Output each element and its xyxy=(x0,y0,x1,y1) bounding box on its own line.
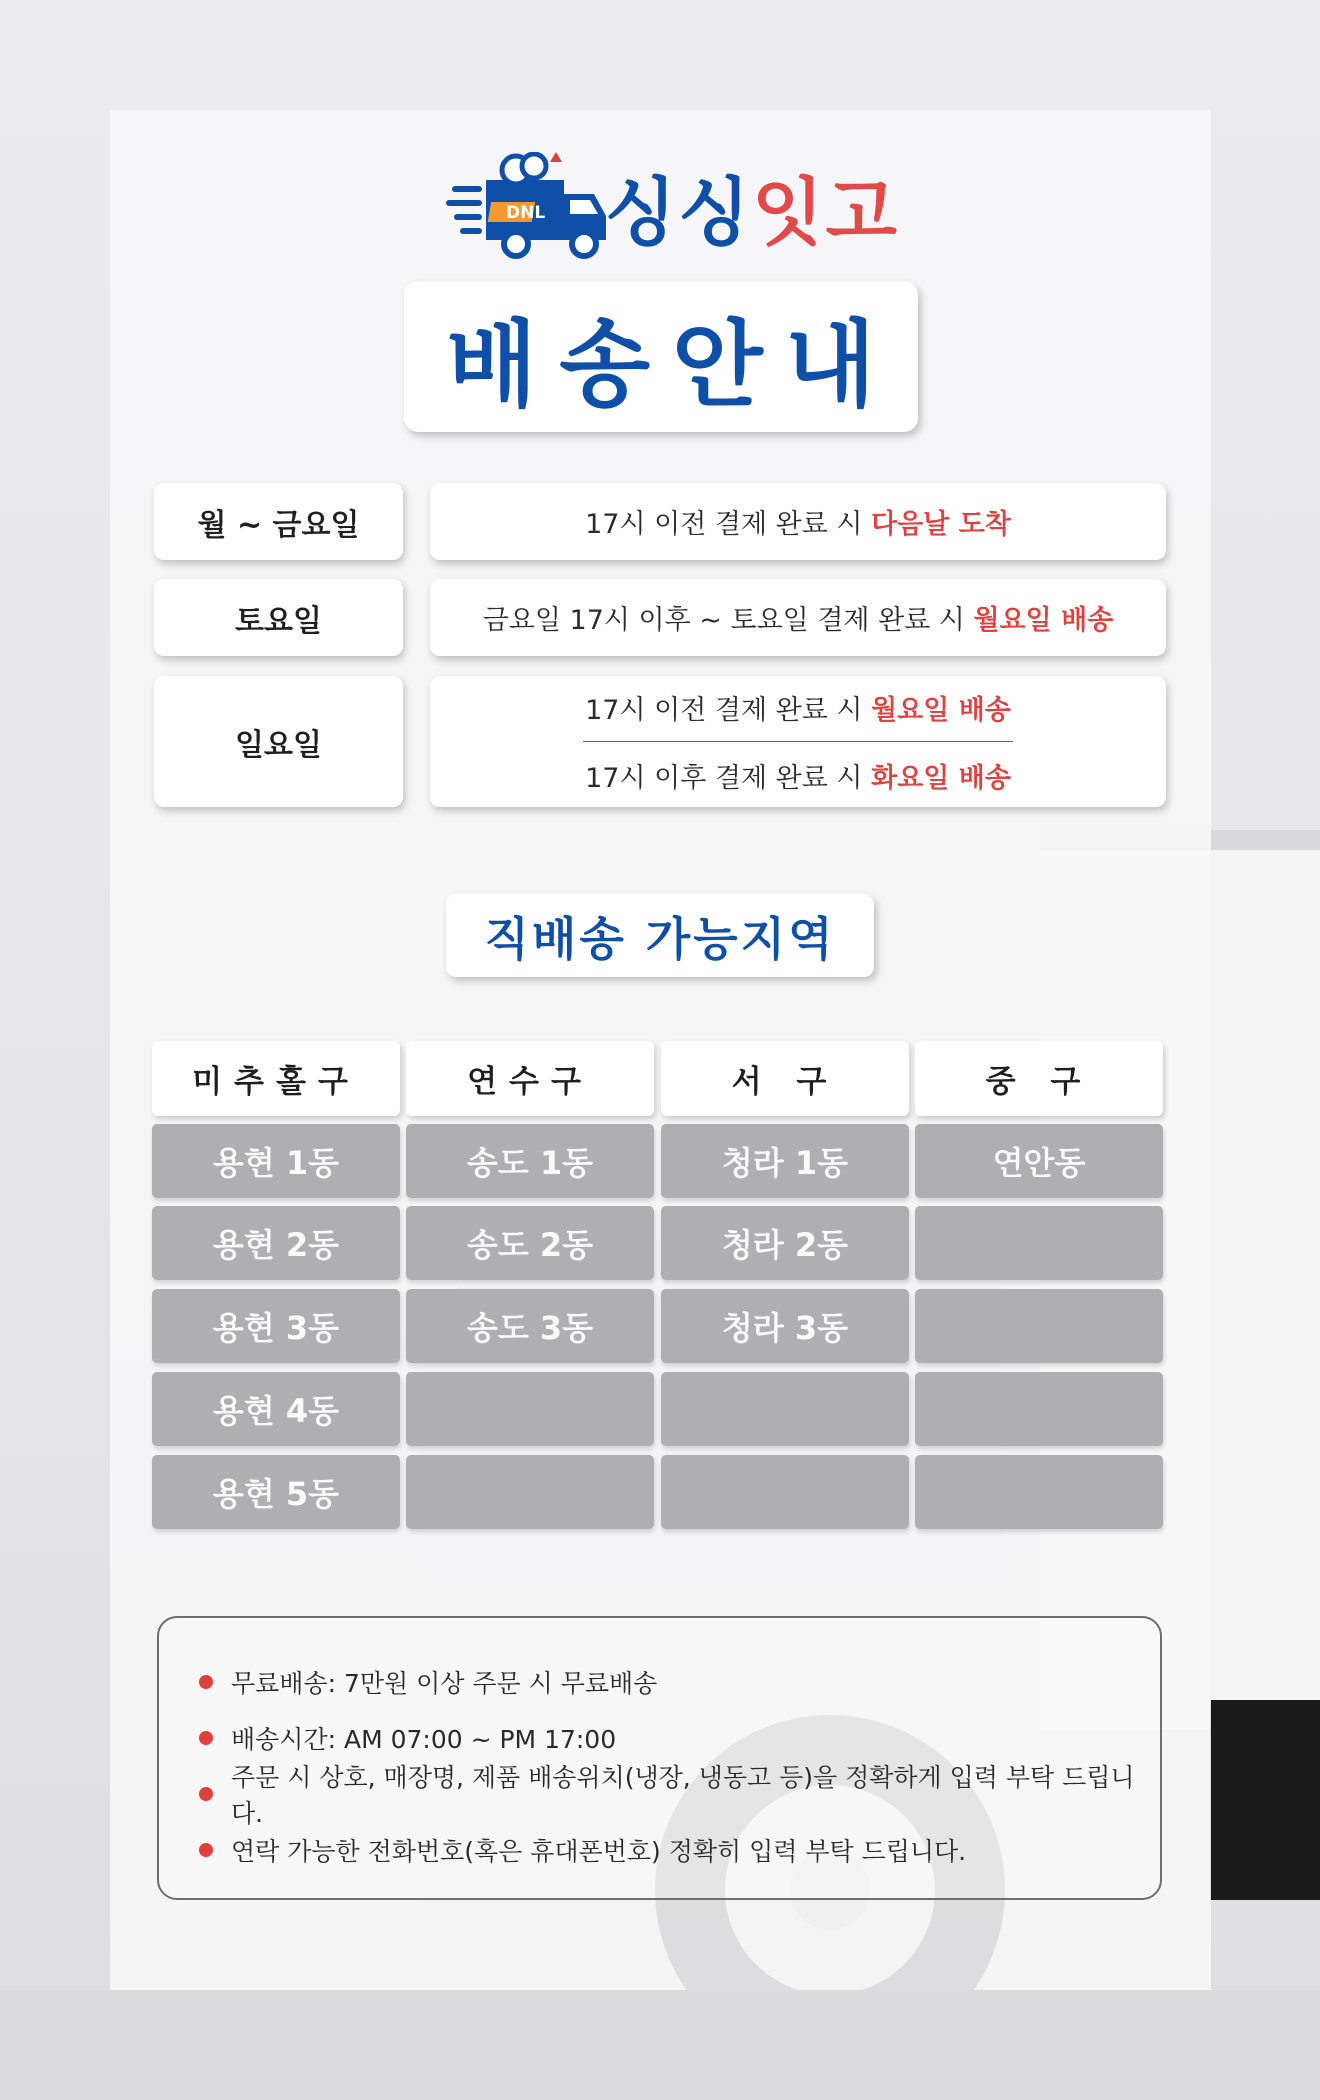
note-item xyxy=(199,1654,1160,1710)
svg-text:DNL: DNL xyxy=(506,203,546,223)
bullet-dot-icon xyxy=(199,1843,213,1857)
region-cell xyxy=(915,1455,1163,1529)
note-item xyxy=(199,1763,1160,1828)
page-title: 배송안내 xyxy=(446,311,898,420)
region-cell xyxy=(915,1206,1163,1280)
schedule-line-highlight: 월요일 배송 xyxy=(973,605,1114,636)
brand-name-part1: 싱싱 xyxy=(605,170,752,256)
schedule-line xyxy=(585,502,1011,541)
note-text: 무료배송: 7만원 이상 주문 시 무료배송 xyxy=(231,1669,658,1698)
schedule-day-sunday xyxy=(154,676,403,807)
schedule-line-text: 17시 이전 결제 완료 시 xyxy=(585,695,872,726)
region-header: 미추홀구 xyxy=(152,1041,400,1116)
schedule-line-text: 17시 이후 결제 완료 시 xyxy=(585,763,872,794)
region-cell: 연안동 xyxy=(915,1124,1163,1198)
region-header: 서 구 xyxy=(661,1041,909,1116)
schedule-line-highlight: 다음날 도착 xyxy=(871,509,1011,540)
region-section-title-box xyxy=(446,894,874,977)
schedule-line-highlight: 월요일 배송 xyxy=(871,695,1011,726)
page-title-box xyxy=(404,281,918,432)
region-cell xyxy=(915,1372,1163,1446)
schedule-detail-sunday xyxy=(430,676,1166,807)
schedule-day-label: 월 ~ 금요일 xyxy=(197,507,360,543)
region-cell: 용현 1동 xyxy=(152,1124,400,1198)
region-cell: 청라 2동 xyxy=(661,1206,909,1280)
schedule-detail-weekday xyxy=(430,483,1166,560)
region-section-title: 직배송 가능지역 xyxy=(484,911,836,966)
region-cell: 송도 3동 xyxy=(406,1289,654,1363)
delivery-notes-box xyxy=(157,1616,1162,1900)
schedule-day-saturday xyxy=(154,579,403,656)
region-cell xyxy=(406,1372,654,1446)
schedule-day-label: 일요일 xyxy=(235,727,322,763)
bullet-dot-icon xyxy=(199,1787,213,1801)
region-header: 연수구 xyxy=(406,1041,654,1116)
bullet-dot-icon xyxy=(199,1731,213,1745)
brand-name-part2: 잇고 xyxy=(751,170,899,256)
schedule-line-highlight: 화요일 배송 xyxy=(871,763,1011,794)
region-cell: 용현 4동 xyxy=(152,1372,400,1446)
note-text: 배송시간: AM 07:00 ~ PM 17:00 xyxy=(231,1725,617,1754)
region-cell xyxy=(406,1455,654,1529)
brand-name xyxy=(605,168,899,258)
schedule-line xyxy=(585,756,1011,795)
region-cell xyxy=(915,1289,1163,1363)
region-header: 중 구 xyxy=(915,1041,1163,1116)
region-cell: 송도 1동 xyxy=(406,1124,654,1198)
schedule-detail-saturday xyxy=(430,579,1166,656)
region-cell: 용현 3동 xyxy=(152,1289,400,1363)
note-text: 주문 시 상호, 매장명, 제품 배송위치(냉장, 냉동고 등)을 정확하게 입력 부탁 드립니다. xyxy=(231,1763,1135,1828)
divider xyxy=(583,741,1013,742)
schedule-line-text: 금요일 17시 이후 ~ 토요일 결제 완료 시 xyxy=(482,605,974,636)
note-text: 연락 가능한 전화번호(혹은 휴대폰번호) 정확히 입력 부탁 드립니다. xyxy=(231,1837,967,1866)
region-cell: 용현 5동 xyxy=(152,1455,400,1529)
region-cell xyxy=(661,1372,909,1446)
schedule-line xyxy=(483,598,1114,637)
schedule-line xyxy=(585,688,1011,727)
region-cell: 청라 1동 xyxy=(661,1124,909,1198)
region-cell: 송도 2동 xyxy=(406,1206,654,1280)
schedule-day-label: 토요일 xyxy=(235,603,322,639)
schedule-line-text: 17시 이전 결제 완료 시 xyxy=(585,509,872,540)
schedule-day-weekday xyxy=(154,483,403,560)
region-cell: 청라 3동 xyxy=(661,1289,909,1363)
note-item xyxy=(199,1822,1160,1878)
region-cell: 용현 2동 xyxy=(152,1206,400,1280)
region-cell xyxy=(661,1455,909,1529)
bullet-dot-icon xyxy=(199,1675,213,1689)
